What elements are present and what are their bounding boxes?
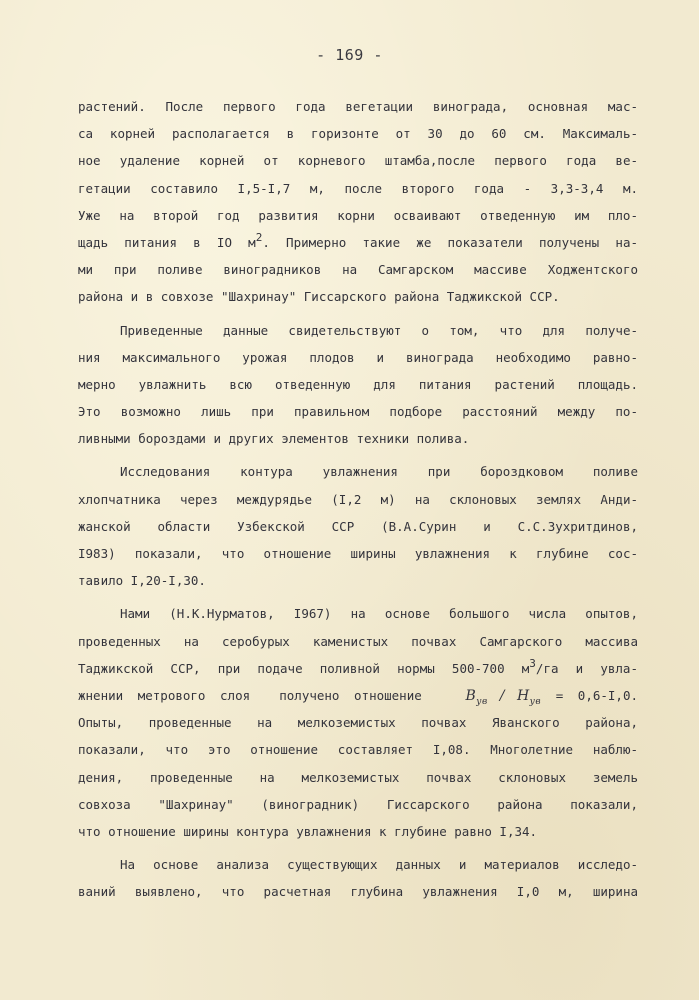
text-line: Исследования контура увлажнения при бороздковом поливе — [120, 464, 638, 480]
text-line: Нами (Н.К.Нурматов, I967) на основе большого числа опытов, — [120, 606, 638, 622]
text-line: Приведенные данные свидетельствуют о том, что для получе- — [120, 322, 638, 338]
text-line-with-superscript — [78, 229, 638, 256]
paragraph-2 — [78, 317, 638, 453]
text-line: растений. После первого года вегетации винограда, основная мас- — [78, 99, 638, 114]
text-line: На основе анализа существующих данных и материалов исследо- — [120, 857, 638, 873]
text-line-with-formula — [78, 682, 638, 709]
text-line: ваний выявлено, что расчетная глубина увлажнения I,0 м, ширина — [78, 884, 638, 900]
formula-symbol: B — [465, 687, 477, 704]
paragraph-3 — [78, 458, 638, 594]
superscript: 2 — [255, 230, 263, 244]
text-line: I983) показали, что отношение ширины увлажнения к глубине сос- — [78, 546, 638, 561]
text-line: тавило I,20-I,30. — [78, 573, 206, 589]
text-line: Опыты, проведенные на мелкоземистых почвах Яванского района, — [78, 715, 638, 731]
text-segment: /га и увла- — [535, 660, 638, 676]
formula-subscript: ув — [476, 696, 488, 707]
document-body — [78, 93, 638, 905]
text-segment: . Примерно такие же показатели получены на- — [262, 234, 638, 250]
formula-subscript: ув — [529, 696, 542, 707]
superscript: 3 — [529, 656, 536, 670]
text-line: района и в совхозе "Шахринау" Гиссарского района Таджикской ССР. — [78, 289, 560, 305]
text-line: что отношение ширины контура увлажнения к глубине равно I,34. — [78, 823, 538, 839]
text-line: хлопчатника через междурядье (I,2 м) на склоновых землях Анди- — [78, 491, 638, 507]
formula-symbol: / — [499, 687, 505, 704]
text-segment: = 0,6-I,0. — [541, 687, 639, 703]
text-line: показали, что это отношение составляет I,08. Многолетние наблю- — [78, 742, 638, 758]
text-line: ное удаление корней от корневого штамба,после первого года ве- — [78, 153, 638, 169]
text-line: Это возможно лишь при правильном подборе расстояний между по- — [78, 404, 638, 420]
formula-symbol: H — [516, 687, 530, 704]
text-line: гетации составило I,5-I,7 м, после второго года - 3,3-3,4 м. — [78, 180, 638, 196]
page-number: - 169 - — [316, 46, 383, 64]
text-line: Уже на второй год развития корни осваивают отведенную им пло- — [78, 207, 638, 223]
text-line-with-superscript — [78, 655, 638, 682]
paragraph-4 — [78, 600, 638, 845]
text-line: жанской области Узбекской ССР (В.А.Сурин и С.С.Зухритдинов, — [78, 518, 638, 534]
text-line: совхоза "Шахринау" (виноградник) Гиссарского района показали, — [78, 796, 638, 812]
text-segment: жнении метрового слоя получено отношение — [78, 687, 422, 703]
paragraph-5 — [78, 851, 638, 905]
text-line: са корней располагается в горизонте от 30 до 60 см. Максималь- — [78, 126, 638, 142]
text-line: мерно увлажнить всю отведенную для питания растений площадь. — [78, 376, 638, 392]
paragraph-1 — [78, 93, 638, 311]
ratio-formula — [465, 687, 542, 707]
text-line: проведенных на серобурых каменистых почвах Самгарского массива — [78, 633, 638, 649]
text-line: ливными бороздами и других элементов техники полива. — [78, 431, 470, 447]
text-line: дения, проведенные на мелкоземистых почвах склоновых земель — [78, 769, 638, 785]
text-line: ния максимального урожая плодов и винограда необходимо равно- — [78, 349, 638, 365]
text-segment: щадь питания в IO м — [78, 234, 256, 250]
text-line: ми при поливе виноградников на Самгарском массиве Ходжентского — [78, 262, 638, 278]
text-segment: Таджикской ССР, при подаче поливной нормы 500-700 м — [78, 660, 530, 676]
